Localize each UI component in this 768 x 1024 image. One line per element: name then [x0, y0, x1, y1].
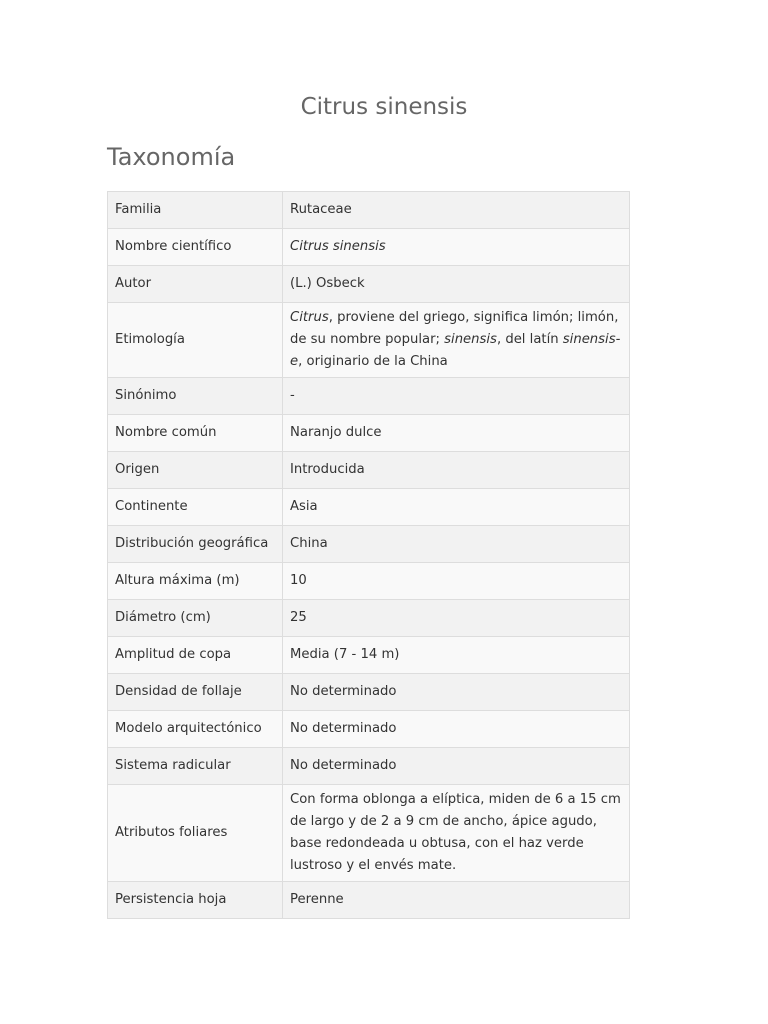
- page-title: Citrus sinensis: [300, 94, 468, 120]
- table-row: [108, 748, 630, 785]
- table-row: [108, 600, 630, 637]
- row-label: Atributos foliares: [108, 785, 283, 882]
- table-row: [108, 882, 630, 919]
- table-row: [108, 452, 630, 489]
- row-label: Persistencia hoja: [108, 882, 283, 919]
- table-row: [108, 674, 630, 711]
- row-value: (L.) Osbeck: [283, 266, 630, 303]
- row-label: Modelo arquitectónico: [108, 711, 283, 748]
- row-label: Nombre común: [108, 415, 283, 452]
- row-value: Con forma oblonga a elíptica, miden de 6 a 15 cm de largo y de 2 a 9 cm de ancho, ápice agudo, base redondeada u obtusa, con el haz verde lustroso y el envés mate.: [283, 785, 630, 882]
- table-row: [108, 303, 630, 378]
- row-label: Altura máxima (m): [108, 563, 283, 600]
- table-row: [108, 526, 630, 563]
- section-heading-taxonomia: Taxonomía: [107, 143, 236, 171]
- etymology-text: , del latín: [496, 332, 563, 347]
- taxonomy-table: [107, 191, 630, 919]
- scientific-name: Citrus sinensis: [290, 239, 386, 254]
- row-label: Amplitud de copa: [108, 637, 283, 674]
- row-value: Asia: [283, 489, 630, 526]
- row-label: Distribución geográfica: [108, 526, 283, 563]
- etymology-genus: Citrus: [290, 310, 329, 325]
- table-row: [108, 785, 630, 882]
- row-value: Rutaceae: [283, 192, 630, 229]
- row-value: 10: [283, 563, 630, 600]
- row-label: Diámetro (cm): [108, 600, 283, 637]
- row-label: Etimología: [108, 303, 283, 378]
- row-value: Perenne: [283, 882, 630, 919]
- row-value: [283, 303, 630, 378]
- row-label: Familia: [108, 192, 283, 229]
- row-label: Densidad de follaje: [108, 674, 283, 711]
- table-row: [108, 266, 630, 303]
- etymology-text: , originario de la China: [298, 354, 448, 369]
- etymology-species: sinensis: [444, 332, 497, 347]
- row-value: -: [283, 378, 630, 415]
- etymology-text: , proviene del griego, significa limón; limón, de su nombre popular;: [290, 310, 619, 347]
- row-label: Sistema radicular: [108, 748, 283, 785]
- table-row: [108, 711, 630, 748]
- row-label: Autor: [108, 266, 283, 303]
- row-value: 25: [283, 600, 630, 637]
- row-value: No determinado: [283, 674, 630, 711]
- row-value: Media (7 - 14 m): [283, 637, 630, 674]
- table-row: [108, 563, 630, 600]
- table-row: [108, 637, 630, 674]
- table-row: [108, 378, 630, 415]
- row-value: China: [283, 526, 630, 563]
- row-label: Origen: [108, 452, 283, 489]
- table-row: [108, 192, 630, 229]
- row-label: Continente: [108, 489, 283, 526]
- row-value: No determinado: [283, 748, 630, 785]
- row-label: Sinónimo: [108, 378, 283, 415]
- etymology-latin: sinensis-e: [290, 332, 621, 369]
- row-label: Nombre científico: [108, 229, 283, 266]
- table-row: [108, 489, 630, 526]
- row-value: No determinado: [283, 711, 630, 748]
- row-value: Introducida: [283, 452, 630, 489]
- table-row: [108, 415, 630, 452]
- row-value: Naranjo dulce: [283, 415, 630, 452]
- row-value: [283, 229, 630, 266]
- table-row: [108, 229, 630, 266]
